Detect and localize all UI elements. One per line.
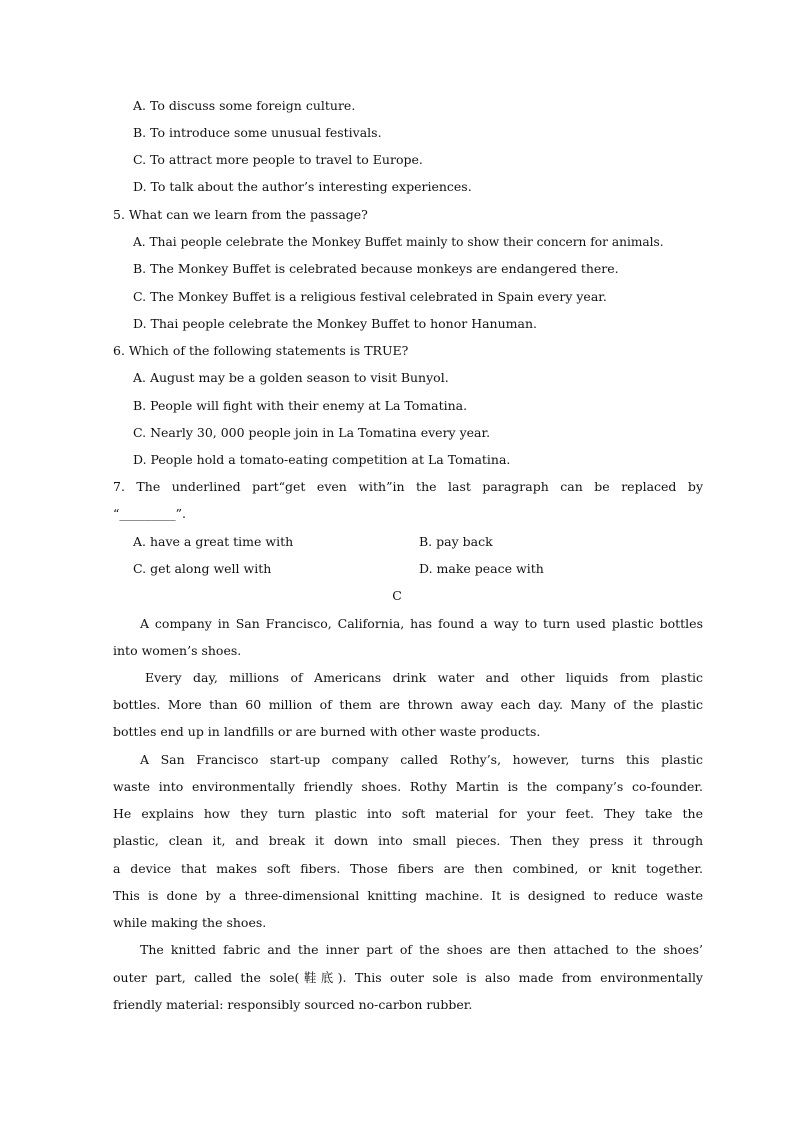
q5-stem: 5. What can we learn from the passage? — [113, 207, 368, 222]
passage-line: This is done by a three-dimensional knitting machine. It is designed to reduce waste — [113, 888, 703, 903]
q6-stem: 6. Which of the following statements is TRUE? — [113, 343, 409, 358]
passage-line: He explains how they turn plastic into soft material for your feet. They take the — [113, 806, 703, 821]
passage-line: a device that makes soft fibers. Those fibers are then combined, or knit together. — [113, 861, 703, 876]
q7-stem-line1: 7. The underlined part“get even with”in the last paragraph can be replaced by — [113, 479, 703, 494]
q4-option-d: D. To talk about the author’s interesting experiences. — [133, 179, 472, 194]
q7-option-c: C. get along well with — [133, 561, 272, 576]
passage-line: The knitted fabric and the inner part of the shoes are then attached to the shoes’ — [140, 942, 703, 957]
passage-line: friendly material: responsibly sourced no-carbon rubber. — [113, 997, 473, 1012]
section-label: C — [392, 588, 402, 603]
passage-line: bottles. More than 60 million of them are thrown away each day. Many of the plastic — [113, 697, 703, 712]
passage-line: A San Francisco start-up company called Rothy’s, however, turns this plastic — [140, 752, 703, 767]
q5-option-c: C. The Monkey Buffet is a religious festival celebrated in Spain every year. — [133, 289, 607, 304]
q4-option-c: C. To attract more people to travel to Europe. — [133, 152, 423, 167]
q5-option-a: A. Thai people celebrate the Monkey Buffet mainly to show their concern for animals. — [133, 235, 664, 249]
q6-option-d: D. People hold a tomato-eating competition at La Tomatina. — [133, 452, 511, 467]
q6-option-a: A. August may be a golden season to visit Bunyol. — [133, 370, 449, 385]
passage-line: outer part, called the sole(鞋底). This outer sole is also made from environmentally — [113, 970, 703, 985]
passage-line: Every day, millions of Americans drink water and other liquids from plastic — [145, 670, 703, 685]
q4-option-b: B. To introduce some unusual festivals. — [133, 125, 382, 140]
q6-option-c: C. Nearly 30, 000 people join in La Tomatina every year. — [133, 425, 491, 440]
q7-option-d: D. make peace with — [419, 561, 544, 576]
passage-line: while making the shoes. — [113, 915, 267, 930]
q7-option-a: A. have a great time with — [133, 534, 294, 549]
passage-line: bottles end up in landfills or are burned with other waste products. — [113, 724, 541, 739]
passage-line: waste into environmentally friendly shoes. Rothy Martin is the company’s co-founder. — [113, 779, 703, 794]
q7-option-b: B. pay back — [419, 534, 493, 549]
q7-stem-line2: “_________”. — [113, 506, 187, 521]
passage-line: plastic, clean it, and break it down into small pieces. Then they press it through — [113, 833, 703, 848]
passage-line: A company in San Francisco, California, has found a way to turn used plastic bottles — [140, 616, 703, 631]
passage-line: into women’s shoes. — [113, 643, 242, 658]
q5-option-b: B. The Monkey Buffet is celebrated because monkeys are endangered there. — [133, 261, 619, 276]
q6-option-b: B. People will fight with their enemy at La Tomatina. — [133, 398, 468, 413]
q4-option-a: A. To discuss some foreign culture. — [133, 98, 356, 113]
q5-option-d: D. Thai people celebrate the Monkey Buffet to honor Hanuman. — [133, 316, 537, 331]
